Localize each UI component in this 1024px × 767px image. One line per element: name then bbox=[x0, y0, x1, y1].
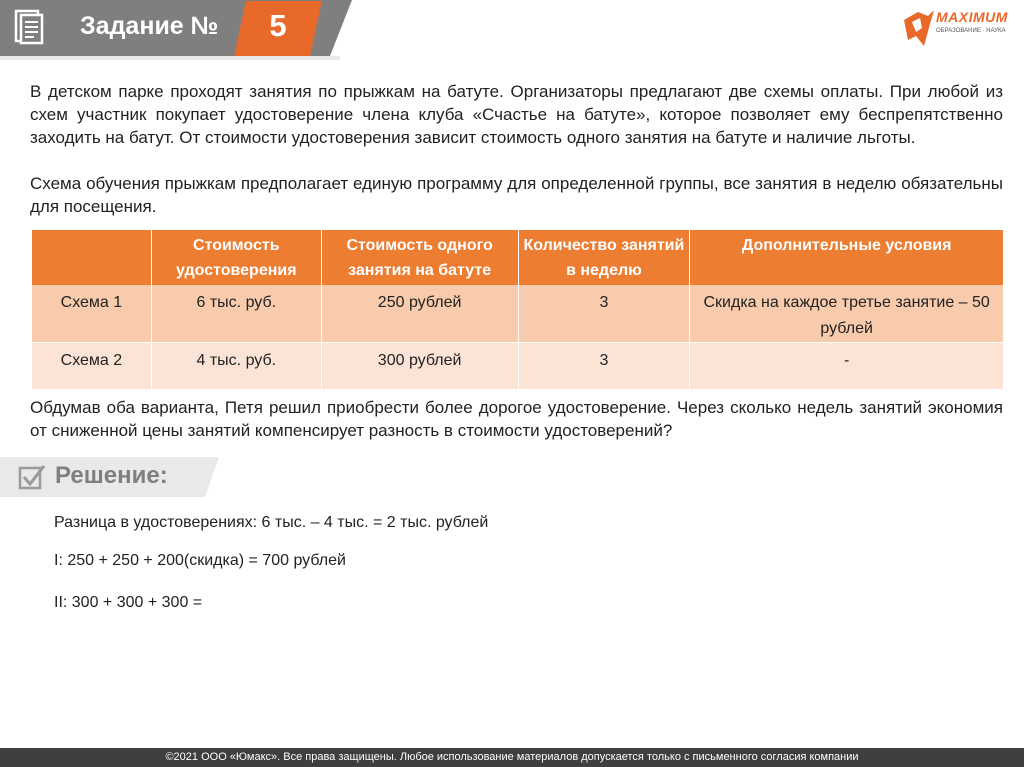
table-row bbox=[32, 285, 1004, 343]
task-title: Задание № bbox=[80, 12, 219, 40]
table-header-row bbox=[32, 230, 1004, 285]
table-cell: Схема 2 bbox=[32, 343, 152, 390]
solution-line-1: Разница в удостоверениях: 6 тыс. – 4 тыс. = 2 тыс. рублей bbox=[54, 514, 489, 531]
logo-text: MAXIMUM bbox=[936, 9, 1008, 25]
table-cell: 3 bbox=[518, 343, 690, 390]
problem-question: Обдумав оба варианта, Петя решил приобрести более дорогое удостоверение. Через сколько недель занятий экономия от сниженной цены занятий компенсирует разность в стоимости удостоверений? bbox=[30, 398, 1003, 440]
table-cell: - bbox=[690, 343, 1004, 390]
table-row bbox=[32, 343, 1004, 390]
table-header-cell bbox=[32, 230, 152, 285]
solution-title: Решение: bbox=[55, 462, 168, 489]
solution-line-2: I: 250 + 250 + 200(скидка) = 700 рублей bbox=[54, 552, 346, 569]
table-cell: 250 рублей bbox=[321, 285, 518, 343]
table-header-cell: Дополнительные условия bbox=[690, 230, 1004, 285]
table-cell: 3 bbox=[518, 285, 690, 343]
table-cell: 6 тыс. руб. bbox=[151, 285, 321, 343]
header-underline bbox=[0, 56, 340, 60]
table-cell: 300 рублей bbox=[321, 343, 518, 390]
task-number: 5 bbox=[269, 8, 287, 43]
payment-schemes-table bbox=[31, 230, 1004, 390]
table-cell: 4 тыс. руб. bbox=[151, 343, 321, 390]
table-cell: Схема 1 bbox=[32, 285, 152, 343]
document-icon bbox=[14, 9, 44, 45]
table-cell: Скидка на каждое третье занятие – 50 рублей bbox=[690, 285, 1004, 343]
solution-line-3: II: 300 + 300 + 300 = bbox=[54, 594, 203, 611]
checkbox-check-icon bbox=[18, 463, 46, 491]
table-header-cell: Стоимость удостоверения bbox=[151, 230, 321, 285]
copyright-footer: ©2021 ООО «Юмакс». Все права защищены. Любое использование материалов допускается только с письменного согласия компании bbox=[0, 748, 1024, 767]
logo-subtitle: ОБРАЗОВАНИЕ · НАУКА bbox=[936, 28, 1006, 34]
problem-paragraph-1: В детском парке проходят занятия по прыжкам на батуте. Организаторы предлагают две схемы оплаты. При любой из схем участник покупает удостоверение члена клуба «Счастье на батуте», которое позволяет ему беспрепятственно заходить на батут. От стоимости удостоверения зависит стоимость одного занятия на батуте и наличие льготы. bbox=[30, 82, 1003, 147]
table-header-cell: Количество занятий в неделю bbox=[518, 230, 690, 285]
problem-paragraph-2: Схема обучения прыжкам предполагает единую программу для определенной группы, все занятия в неделю обязательны для посещения. bbox=[30, 174, 1003, 216]
slide-header bbox=[0, 0, 1024, 60]
table-header-cell: Стоимость одного занятия на батуте bbox=[321, 230, 518, 285]
